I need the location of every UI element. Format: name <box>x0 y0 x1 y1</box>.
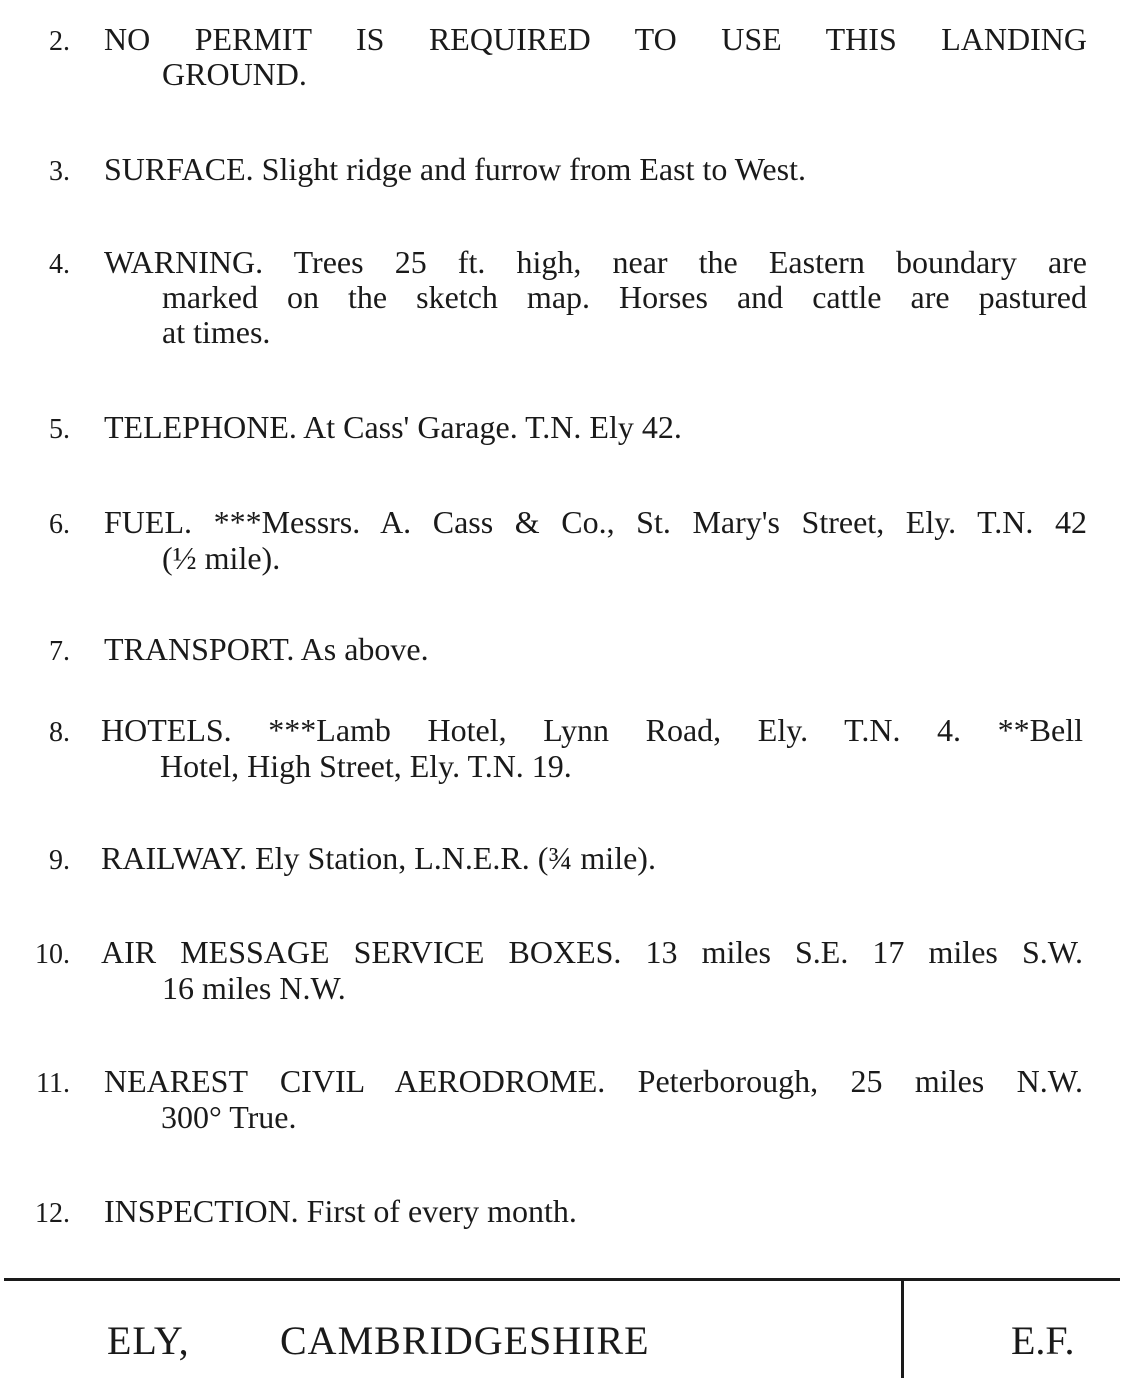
item-text-line: 300° True. <box>161 1099 297 1135</box>
item-number: 10. <box>35 939 70 970</box>
footer-code: E.F. <box>1011 1318 1075 1363</box>
item-text-line: FUEL. ***Messrs. A. Cass & Co., St. Mary's Street, Ely. T.N. 42 <box>104 504 1087 540</box>
item-text-line: TRANSPORT. As above. <box>104 631 429 667</box>
item-number: 3. <box>49 156 70 187</box>
item-number: 6. <box>49 509 70 540</box>
item-text-line: INSPECTION. First of every month. <box>104 1193 577 1229</box>
item-number: 9. <box>49 845 70 876</box>
item-text-line: WARNING. Trees 25 ft. high, near the Eastern boundary are <box>104 244 1087 280</box>
item-number: 7. <box>49 636 70 667</box>
item-number: 8. <box>49 717 70 748</box>
item-text-line: at times. <box>162 314 271 350</box>
footer-town: ELY, <box>107 1318 190 1363</box>
item-text-line: HOTELS. ***Lamb Hotel, Lynn Road, Ely. T.N. 4. **Bell <box>101 712 1083 748</box>
item-text-line: RAILWAY. Ely Station, L.N.E.R. (¾ mile). <box>101 840 656 876</box>
item-text-line: (½ mile). <box>162 540 281 576</box>
item-text-line: Hotel, High Street, Ely. T.N. 19. <box>160 748 572 784</box>
item-text-line: marked on the sketch map. Horses and cattle are pastured <box>162 279 1087 315</box>
item-text-line: NEAREST CIVIL AERODROME. Peterborough, 25 miles N.W. <box>104 1063 1083 1099</box>
footer-divider-vertical <box>901 1281 904 1378</box>
item-text-line: SURFACE. Slight ridge and furrow from East to West. <box>104 151 806 187</box>
item-text-line: AIR MESSAGE SERVICE BOXES. 13 miles S.E. 17 miles S.W. <box>101 934 1083 970</box>
footer-divider-horizontal <box>4 1278 1120 1281</box>
item-number: 2. <box>49 26 70 57</box>
item-number: 5. <box>49 414 70 445</box>
item-number: 11. <box>36 1068 70 1099</box>
footer-county: CAMBRIDGESHIRE <box>280 1318 650 1363</box>
item-text-line: GROUND. <box>162 56 307 92</box>
item-number: 4. <box>49 249 70 280</box>
item-text-line: NO PERMIT IS REQUIRED TO USE THIS LANDING <box>104 21 1087 57</box>
item-number: 12. <box>35 1198 70 1229</box>
item-text-line: 16 miles N.W. <box>162 970 346 1006</box>
item-text-line: TELEPHONE. At Cass' Garage. T.N. Ely 42. <box>104 409 682 445</box>
